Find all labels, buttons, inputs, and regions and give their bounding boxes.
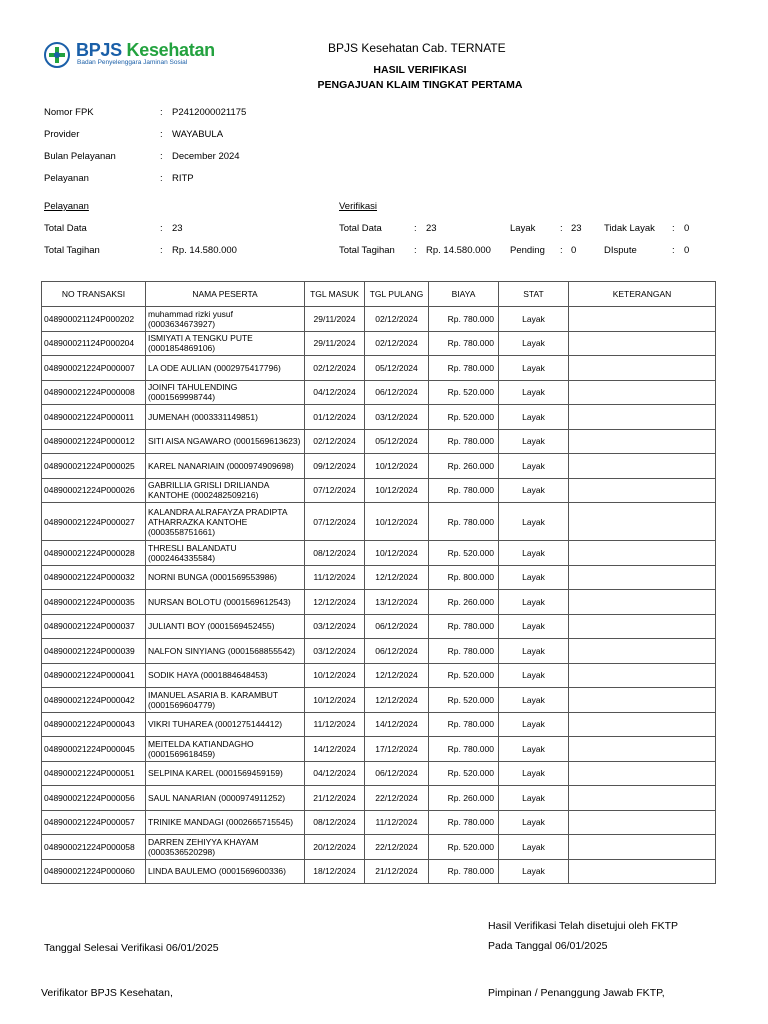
cell-stat: Layak (499, 565, 569, 590)
info-colon: : (160, 173, 163, 184)
cell-no-transaksi: 048900021224P000035 (42, 590, 146, 615)
table-row (42, 380, 716, 405)
cell-tgl-pulang: 22/12/2024 (365, 786, 429, 811)
cell-no-transaksi: 048900021224P000032 (42, 565, 146, 590)
cell-biaya: Rp. 780.000 (429, 737, 499, 762)
summary-colon: : (560, 223, 563, 234)
cell-tgl-masuk: 11/12/2024 (305, 712, 365, 737)
info-value-provider: WAYABULA (172, 129, 224, 140)
cell-tgl-pulang: 12/12/2024 (365, 663, 429, 688)
cell-stat: Layak (499, 429, 569, 454)
cell-tgl-masuk: 11/12/2024 (305, 565, 365, 590)
table-row (42, 541, 716, 566)
cell-keterangan (569, 503, 716, 541)
cell-stat: Layak (499, 810, 569, 835)
pel-total-tagihan-value: Rp. 14.580.000 (172, 245, 237, 256)
cell-keterangan (569, 307, 716, 332)
cell-keterangan (569, 810, 716, 835)
cell-tgl-pulang: 21/12/2024 (365, 859, 429, 884)
info-colon: : (160, 107, 163, 118)
table-row (42, 307, 716, 332)
cell-biaya: Rp. 260.000 (429, 786, 499, 811)
table-row (42, 356, 716, 381)
cell-no-transaksi: 048900021224P000043 (42, 712, 146, 737)
pending-label: Pending (510, 245, 545, 256)
cell-biaya: Rp. 780.000 (429, 859, 499, 884)
cell-nama-peserta: THRESLI BALANDATU (0002464335584) (146, 541, 305, 566)
cell-biaya: Rp. 260.000 (429, 590, 499, 615)
cell-no-transaksi: 048900021224P000060 (42, 859, 146, 884)
cell-biaya: Rp. 780.000 (429, 639, 499, 664)
cell-stat: Layak (499, 859, 569, 884)
cell-no-transaksi: 048900021224P000057 (42, 810, 146, 835)
cell-no-transaksi: 048900021124P000202 (42, 307, 146, 332)
col-header-biaya: BIAYA (429, 282, 499, 307)
cell-keterangan (569, 380, 716, 405)
cell-stat: Layak (499, 663, 569, 688)
cell-tgl-masuk: 03/12/2024 (305, 614, 365, 639)
table-row (42, 859, 716, 884)
cell-no-transaksi: 048900021224P000037 (42, 614, 146, 639)
table-body (42, 307, 716, 884)
cell-tgl-pulang: 12/12/2024 (365, 565, 429, 590)
cell-nama-peserta: JOINFI TAHULENDING (0001569998744) (146, 380, 305, 405)
cell-stat: Layak (499, 786, 569, 811)
table-row (42, 786, 716, 811)
cell-nama-peserta: DARREN ZEHIYYA KHAYAM (0003536520298) (146, 835, 305, 860)
table-row (42, 503, 716, 541)
cell-keterangan (569, 331, 716, 356)
document-subtitle: PENGAJUAN KLAIM TINGKAT PERTAMA (317, 79, 523, 91)
cell-tgl-pulang: 03/12/2024 (365, 405, 429, 430)
claims-table (41, 281, 716, 884)
table-row (42, 590, 716, 615)
cell-biaya: Rp. 780.000 (429, 712, 499, 737)
cell-tgl-pulang: 06/12/2024 (365, 639, 429, 664)
cell-keterangan (569, 639, 716, 664)
cell-stat: Layak (499, 737, 569, 762)
info-colon: : (160, 129, 163, 140)
cell-tgl-masuk: 01/12/2024 (305, 405, 365, 430)
cell-no-transaksi: 048900021224P000012 (42, 429, 146, 454)
layak-value: 23 (571, 223, 582, 234)
cell-tgl-masuk: 29/11/2024 (305, 331, 365, 356)
document-title: HASIL VERIFIKASI (373, 64, 467, 76)
ver-total-data-value: 23 (426, 223, 437, 234)
cell-tgl-masuk: 21/12/2024 (305, 786, 365, 811)
cell-nama-peserta: NORNI BUNGA (0001569553986) (146, 565, 305, 590)
cell-no-transaksi: 048900021224P000056 (42, 786, 146, 811)
table-row (42, 405, 716, 430)
cell-nama-peserta: MEITELDA KATIANDAGHO (0001569618459) (146, 737, 305, 762)
info-value-pelayanan: RITP (172, 173, 194, 184)
pelayanan-heading: Pelayanan (44, 201, 89, 212)
verifier-signature-label: Verifikator BPJS Kesehatan, (41, 987, 173, 999)
cell-nama-peserta: muhammad rizki yusuf (0003634673927) (146, 307, 305, 332)
cell-tgl-masuk: 29/11/2024 (305, 307, 365, 332)
table-row (42, 478, 716, 503)
table-row (42, 737, 716, 762)
cell-keterangan (569, 405, 716, 430)
cell-no-transaksi: 048900021224P000027 (42, 503, 146, 541)
cell-tgl-pulang: 11/12/2024 (365, 810, 429, 835)
table-row (42, 614, 716, 639)
summary-colon: : (160, 245, 163, 256)
cell-tgl-masuk: 02/12/2024 (305, 356, 365, 381)
cell-nama-peserta: GABRILLIA GRISLI DRILIANDA KANTOHE (0002482509216) (146, 478, 305, 503)
cell-tgl-masuk: 18/12/2024 (305, 859, 365, 884)
tidak-layak-value: 0 (684, 223, 690, 234)
info-label-bulan-pelayanan: Bulan Pelayanan (44, 151, 116, 162)
col-header-stat: STAT (499, 282, 569, 307)
cell-biaya: Rp. 780.000 (429, 331, 499, 356)
cell-keterangan (569, 541, 716, 566)
pending-value: 0 (571, 245, 577, 256)
table-row (42, 454, 716, 479)
tidak-layak-label: Tidak Layak (604, 223, 655, 234)
cell-no-transaksi: 048900021224P000011 (42, 405, 146, 430)
cell-stat: Layak (499, 503, 569, 541)
pel-total-data-value: 23 (172, 223, 183, 234)
summary-colon: : (672, 223, 675, 234)
table-row (42, 331, 716, 356)
cell-keterangan (569, 614, 716, 639)
cell-tgl-pulang: 10/12/2024 (365, 541, 429, 566)
cell-tgl-pulang: 02/12/2024 (365, 307, 429, 332)
cell-biaya: Rp. 520.000 (429, 380, 499, 405)
cell-stat: Layak (499, 307, 569, 332)
cell-nama-peserta: NALFON SINYIANG (0001568855542) (146, 639, 305, 664)
cell-keterangan (569, 454, 716, 479)
ver-total-tagihan-value: Rp. 14.580.000 (426, 245, 491, 256)
dispute-label: DIspute (604, 245, 637, 256)
cell-biaya: Rp. 780.000 (429, 356, 499, 381)
cell-keterangan (569, 590, 716, 615)
cell-keterangan (569, 429, 716, 454)
cell-no-transaksi: 048900021224P000051 (42, 761, 146, 786)
office-name: BPJS Kesehatan Cab. TERNATE (328, 41, 506, 55)
summary-colon: : (160, 223, 163, 234)
table-row (42, 712, 716, 737)
table-row (42, 565, 716, 590)
cell-nama-peserta: LA ODE AULIAN (0002975417796) (146, 356, 305, 381)
cell-tgl-pulang: 10/12/2024 (365, 503, 429, 541)
cell-stat: Layak (499, 835, 569, 860)
table-header-row (42, 282, 716, 307)
cell-tgl-pulang: 14/12/2024 (365, 712, 429, 737)
cell-no-transaksi: 048900021224P000026 (42, 478, 146, 503)
cell-tgl-pulang: 05/12/2024 (365, 429, 429, 454)
cell-nama-peserta: KAREL NANARIAIN (0000974909698) (146, 454, 305, 479)
cell-biaya: Rp. 520.000 (429, 405, 499, 430)
pel-total-data-label: Total Data (44, 223, 87, 234)
table-row (42, 663, 716, 688)
cell-keterangan (569, 356, 716, 381)
cell-keterangan (569, 761, 716, 786)
leader-signature-label: Pimpinan / Penanggung Jawab FKTP, (488, 987, 665, 999)
cell-nama-peserta: JULIANTI BOY (0001569452455) (146, 614, 305, 639)
cell-keterangan (569, 688, 716, 713)
cell-tgl-masuk: 14/12/2024 (305, 737, 365, 762)
cell-biaya: Rp. 800.000 (429, 565, 499, 590)
cell-tgl-masuk: 04/12/2024 (305, 380, 365, 405)
cell-stat: Layak (499, 478, 569, 503)
cell-no-transaksi: 048900021224P000008 (42, 380, 146, 405)
cell-nama-peserta: SITI AISA NGAWARO (0001569613623) (146, 429, 305, 454)
cell-biaya: Rp. 780.000 (429, 429, 499, 454)
cell-keterangan (569, 565, 716, 590)
cell-stat: Layak (499, 761, 569, 786)
info-label-provider: Provider (44, 129, 80, 140)
cell-biaya: Rp. 520.000 (429, 688, 499, 713)
cell-stat: Layak (499, 688, 569, 713)
cell-tgl-masuk: 20/12/2024 (305, 835, 365, 860)
cell-tgl-masuk: 08/12/2024 (305, 810, 365, 835)
table-row (42, 639, 716, 664)
cell-stat: Layak (499, 454, 569, 479)
cell-tgl-masuk: 03/12/2024 (305, 639, 365, 664)
info-label-nomor-fpk: Nomor FPK (44, 107, 94, 118)
cell-tgl-pulang: 02/12/2024 (365, 331, 429, 356)
cell-no-transaksi: 048900021224P000025 (42, 454, 146, 479)
cell-tgl-masuk: 10/12/2024 (305, 663, 365, 688)
cell-biaya: Rp. 520.000 (429, 541, 499, 566)
cell-nama-peserta: VIKRI TUHAREA (0001275144412) (146, 712, 305, 737)
table-row (42, 810, 716, 835)
cell-tgl-masuk: 09/12/2024 (305, 454, 365, 479)
ver-total-data-label: Total Data (339, 223, 382, 234)
cell-nama-peserta: SELPINA KAREL (0001569459159) (146, 761, 305, 786)
cell-nama-peserta: IMANUEL ASARIA B. KARAMBUT (0001569604779) (146, 688, 305, 713)
cell-stat: Layak (499, 380, 569, 405)
cell-keterangan (569, 835, 716, 860)
verifikasi-heading: Verifikasi (339, 201, 378, 212)
cell-tgl-masuk: 10/12/2024 (305, 688, 365, 713)
cell-no-transaksi: 048900021124P000204 (42, 331, 146, 356)
cell-tgl-pulang: 05/12/2024 (365, 356, 429, 381)
cell-tgl-pulang: 06/12/2024 (365, 380, 429, 405)
cell-stat: Layak (499, 541, 569, 566)
cell-stat: Layak (499, 331, 569, 356)
cell-tgl-pulang: 10/12/2024 (365, 478, 429, 503)
col-header-tgl-masuk: TGL MASUK (305, 282, 365, 307)
cell-nama-peserta: SAUL NANARIAN (0000974911252) (146, 786, 305, 811)
col-header-keterangan: KETERANGAN (569, 282, 716, 307)
cell-stat: Layak (499, 356, 569, 381)
logo-subtitle: Badan Penyelenggara Jaminan Sosial (77, 59, 188, 66)
cell-keterangan (569, 786, 716, 811)
cell-nama-peserta: JUMENAH (0003331149851) (146, 405, 305, 430)
cell-tgl-masuk: 07/12/2024 (305, 478, 365, 503)
cell-no-transaksi: 048900021224P000007 (42, 356, 146, 381)
cell-nama-peserta: SODIK HAYA (0001884648453) (146, 663, 305, 688)
cell-nama-peserta: LINDA BAULEMO (0001569600336) (146, 859, 305, 884)
cell-nama-peserta: NURSAN BOLOTU (0001569612543) (146, 590, 305, 615)
cell-no-transaksi: 048900021224P000039 (42, 639, 146, 664)
cell-nama-peserta: TRINIKE MANDAGI (0002665715545) (146, 810, 305, 835)
cell-no-transaksi: 048900021224P000042 (42, 688, 146, 713)
cell-tgl-masuk: 07/12/2024 (305, 503, 365, 541)
cell-biaya: Rp. 520.000 (429, 761, 499, 786)
cell-tgl-masuk: 08/12/2024 (305, 541, 365, 566)
cell-stat: Layak (499, 590, 569, 615)
summary-colon: : (672, 245, 675, 256)
cell-stat: Layak (499, 405, 569, 430)
cell-tgl-masuk: 04/12/2024 (305, 761, 365, 786)
cell-tgl-pulang: 06/12/2024 (365, 614, 429, 639)
cell-stat: Layak (499, 712, 569, 737)
info-value-nomor-fpk: P2412000021175 (172, 107, 247, 118)
cell-tgl-pulang: 06/12/2024 (365, 761, 429, 786)
cell-nama-peserta: ISMIYATI A TENGKU PUTE (0001854869106) (146, 331, 305, 356)
table-row (42, 835, 716, 860)
info-colon: : (160, 151, 163, 162)
dispute-value: 0 (684, 245, 690, 256)
cell-no-transaksi: 048900021224P000028 (42, 541, 146, 566)
cell-biaya: Rp. 780.000 (429, 503, 499, 541)
col-header-no-transaksi: NO TRANSAKSI (42, 282, 146, 307)
approval-text: Hasil Verifikasi Telah disetujui oleh FKTP (488, 920, 679, 932)
table-row (42, 688, 716, 713)
cell-tgl-pulang: 17/12/2024 (365, 737, 429, 762)
cell-no-transaksi: 048900021224P000041 (42, 663, 146, 688)
summary-colon: : (414, 223, 417, 234)
cell-tgl-masuk: 12/12/2024 (305, 590, 365, 615)
approval-date: Pada Tanggal 06/01/2025 (488, 940, 608, 952)
cell-biaya: Rp. 520.000 (429, 835, 499, 860)
cell-biaya: Rp. 780.000 (429, 307, 499, 332)
cell-keterangan (569, 859, 716, 884)
summary-colon: : (560, 245, 563, 256)
cell-no-transaksi: 048900021224P000058 (42, 835, 146, 860)
cell-nama-peserta: KALANDRA ALRAFAYZA PRADIPTA ATHARRAZKA KANTOHE (0003558751661) (146, 503, 305, 541)
summary-colon: : (414, 245, 417, 256)
col-header-nama-peserta: NAMA PESERTA (146, 282, 305, 307)
cell-biaya: Rp. 520.000 (429, 663, 499, 688)
cell-tgl-pulang: 13/12/2024 (365, 590, 429, 615)
cell-biaya: Rp. 260.000 (429, 454, 499, 479)
cell-stat: Layak (499, 614, 569, 639)
cell-tgl-pulang: 22/12/2024 (365, 835, 429, 860)
table-row (42, 761, 716, 786)
col-header-tgl-pulang: TGL PULANG (365, 282, 429, 307)
info-label-pelayanan: Pelayanan (44, 173, 89, 184)
info-value-bulan-pelayanan: December 2024 (172, 151, 240, 162)
cell-biaya: Rp. 780.000 (429, 478, 499, 503)
cell-stat: Layak (499, 639, 569, 664)
cell-no-transaksi: 048900021224P000045 (42, 737, 146, 762)
cell-keterangan (569, 478, 716, 503)
verification-finished: Tanggal Selesai Verifikasi 06/01/2025 (44, 942, 219, 954)
cell-biaya: Rp. 780.000 (429, 810, 499, 835)
cell-tgl-pulang: 12/12/2024 (365, 688, 429, 713)
cell-tgl-pulang: 10/12/2024 (365, 454, 429, 479)
cell-keterangan (569, 663, 716, 688)
ver-total-tagihan-label: Total Tagihan (339, 245, 395, 256)
cell-tgl-masuk: 02/12/2024 (305, 429, 365, 454)
cell-biaya: Rp. 780.000 (429, 614, 499, 639)
cell-keterangan (569, 737, 716, 762)
logo-name: BPJS Kesehatan (76, 40, 215, 60)
table-row (42, 429, 716, 454)
cell-keterangan (569, 712, 716, 737)
layak-label: Layak (510, 223, 536, 234)
pel-total-tagihan-label: Total Tagihan (44, 245, 100, 256)
